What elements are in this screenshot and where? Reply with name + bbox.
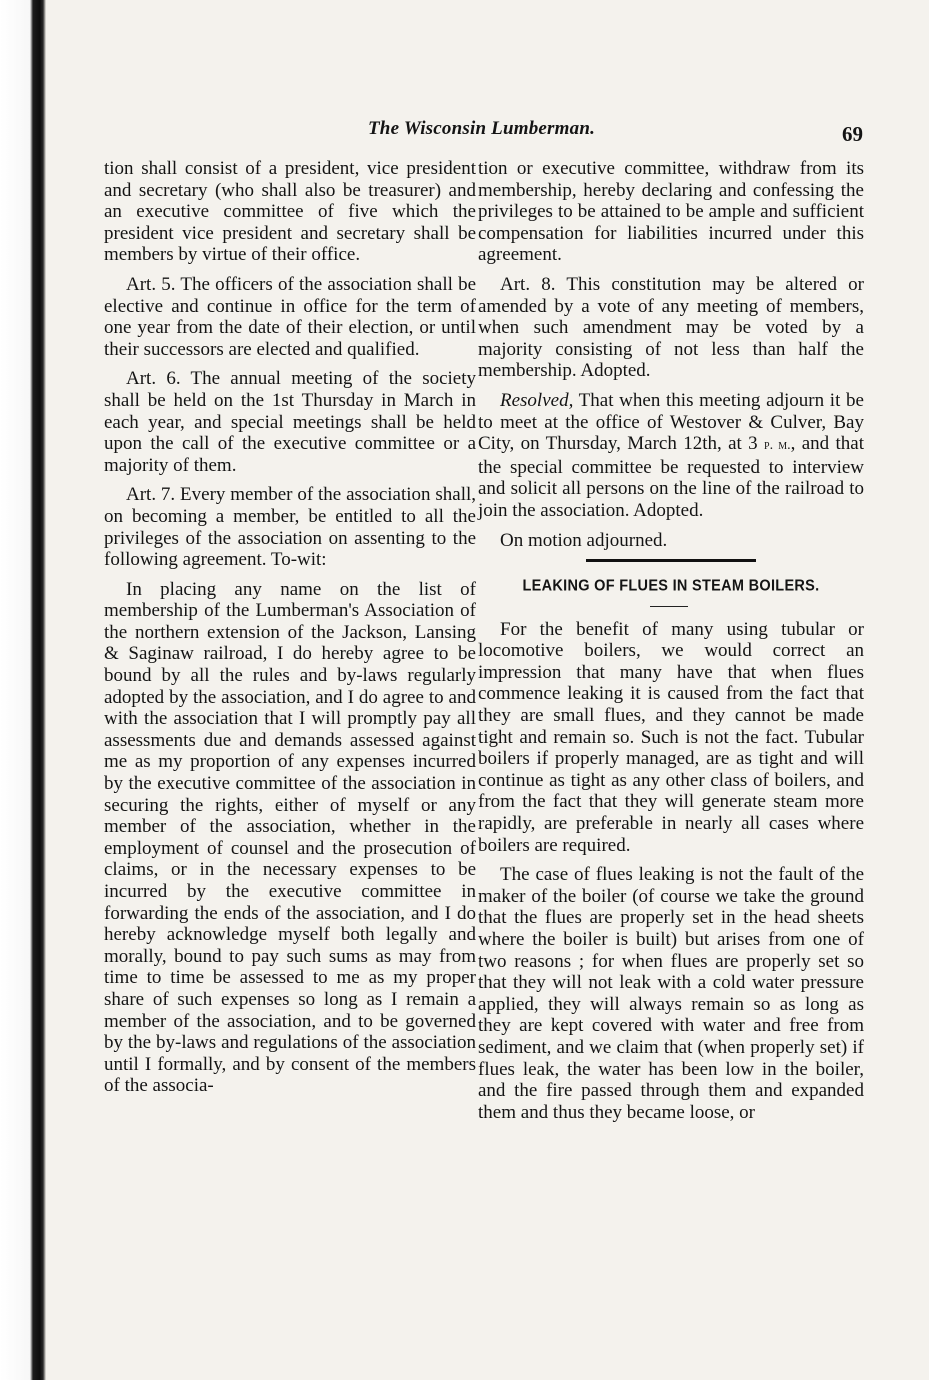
article-7-label: Art. 7.: [126, 484, 176, 506]
motion-adjourned: On motion adjourned.: [500, 529, 668, 551]
article-8: [478, 274, 864, 382]
resolution: [478, 390, 864, 522]
article-6-text: The annual meeting of the society shall be held on the 1st Thursday in March in each year, and special meetings shall be held upon the call of the executive committee or a majority of them.: [104, 368, 477, 476]
article-body-1: For the benefit of many using tubular or locomotive boilers, we would correct an impression that many have that when flues commence leaking it is caused from the fact that they are small flues, and they cannot be made tight and remain so. Such is not the fact. Tubular boilers if properly managed, are as tight and will continue as tight as any other class of boilers, and from the fact that they will generate steam more rapidly, are preferable in nearly all cases where boilers are required.: [478, 618, 864, 856]
article-8-text: This constitution may be altered or amended by a vote of any meeting of members, when such amendment may be voted by a majority consisting of not less than half the membership. Adopted.: [478, 273, 864, 382]
article-6: [104, 368, 476, 476]
resolved-text-a: That when this meeting adjourn it be to meet at the office of Westover & Culver, Bay City, on Thursday, March 12th, at 3: [478, 389, 864, 455]
page-binding-edge: [0, 0, 46, 1380]
resolved-text-b: , and that the special committee be requested to interview and solicit all persons on the line of the railroad to join the association. Adopted.: [478, 433, 864, 521]
article-5-label: Art. 5.: [126, 273, 176, 295]
page-number: 69: [842, 122, 863, 146]
article-body-2: The case of flues leaking is not the fault of the maker of the boiler (of course we take the ground that the flues are properly set in the head sheets where the boiler is built) but arises from one of two reasons ; for when flues are properly set so that they will not leak with a cold water pressure applied, they will always remain so as long as they are kept covered with water and free from sediment, and we claim that (when properly set) if flues leak, the water has been low in the boiler, and the fire passed through them and expanded them and thus they became loose, or: [478, 864, 864, 1123]
running-title: The Wisconsin Lumberman.: [368, 118, 596, 139]
left-column: [104, 158, 476, 1105]
article-8-label: Art. 8.: [500, 273, 556, 295]
article-6-label: Art. 6.: [126, 368, 181, 390]
agreement-paragraph: In placing any name on the list of membership of the Lumberman's Association of the northern extension of the Jackson, Lansing & Saginaw railroad, I do hereby agree to be bound by all the rules and by-laws regularly adopted by the association, and I do agree to and with the association that I will promptly pay all assessments due and demands assessed against me as my proportion of any expenses incurred by the executive committee of the association in securing the rights, either of myself or any member of the association, whether in the employment of counsel and the prosecution of claims, or in the necessary expenses to be incurred by the executive committee in forwarding the ends of the association, and I do hereby acknowledge myself both legally and morally, bound to pay such sums as may from time to time be assessed to me as my proper share of such expenses so long as I remain a member of the association, and to be governed by the by-laws and regulations of the association until I formally, and by consent of the members of the associa-: [104, 578, 476, 1097]
paragraph-officers: tion shall consist of a president, vice president and secretary (who shall also be treasurer) and an executive committee of five which the president vice president and secretary shall be members by virtue of their office.: [104, 158, 476, 266]
article-heading: LEAKING OF FLUES IN STEAM BOILERS.: [522, 577, 820, 595]
section-divider: [586, 559, 756, 562]
paragraph-withdraw: tion or executive committee, withdraw from its membership, hereby declaring and confessing the privileges to be attained to be ample and sufficient compensation for liabilities incurred under this agreement.: [478, 158, 864, 266]
heading-underline: [650, 606, 688, 607]
article-7: [104, 484, 476, 570]
resolved-time: p. m.: [764, 438, 791, 454]
article-5-text: The officers of the association shall be elective and continue in office for the term of one year from the date of their election, or until their successors are elected and qualified.: [104, 273, 477, 360]
resolved-label: Resolved,: [500, 389, 574, 411]
article-7-text: Every member of the association shall, on becoming a member, be entitled to all the privileges of the association on assenting to the following agreement. To-wit:: [104, 484, 477, 571]
right-column: [478, 158, 864, 1131]
article-5: [104, 274, 476, 360]
